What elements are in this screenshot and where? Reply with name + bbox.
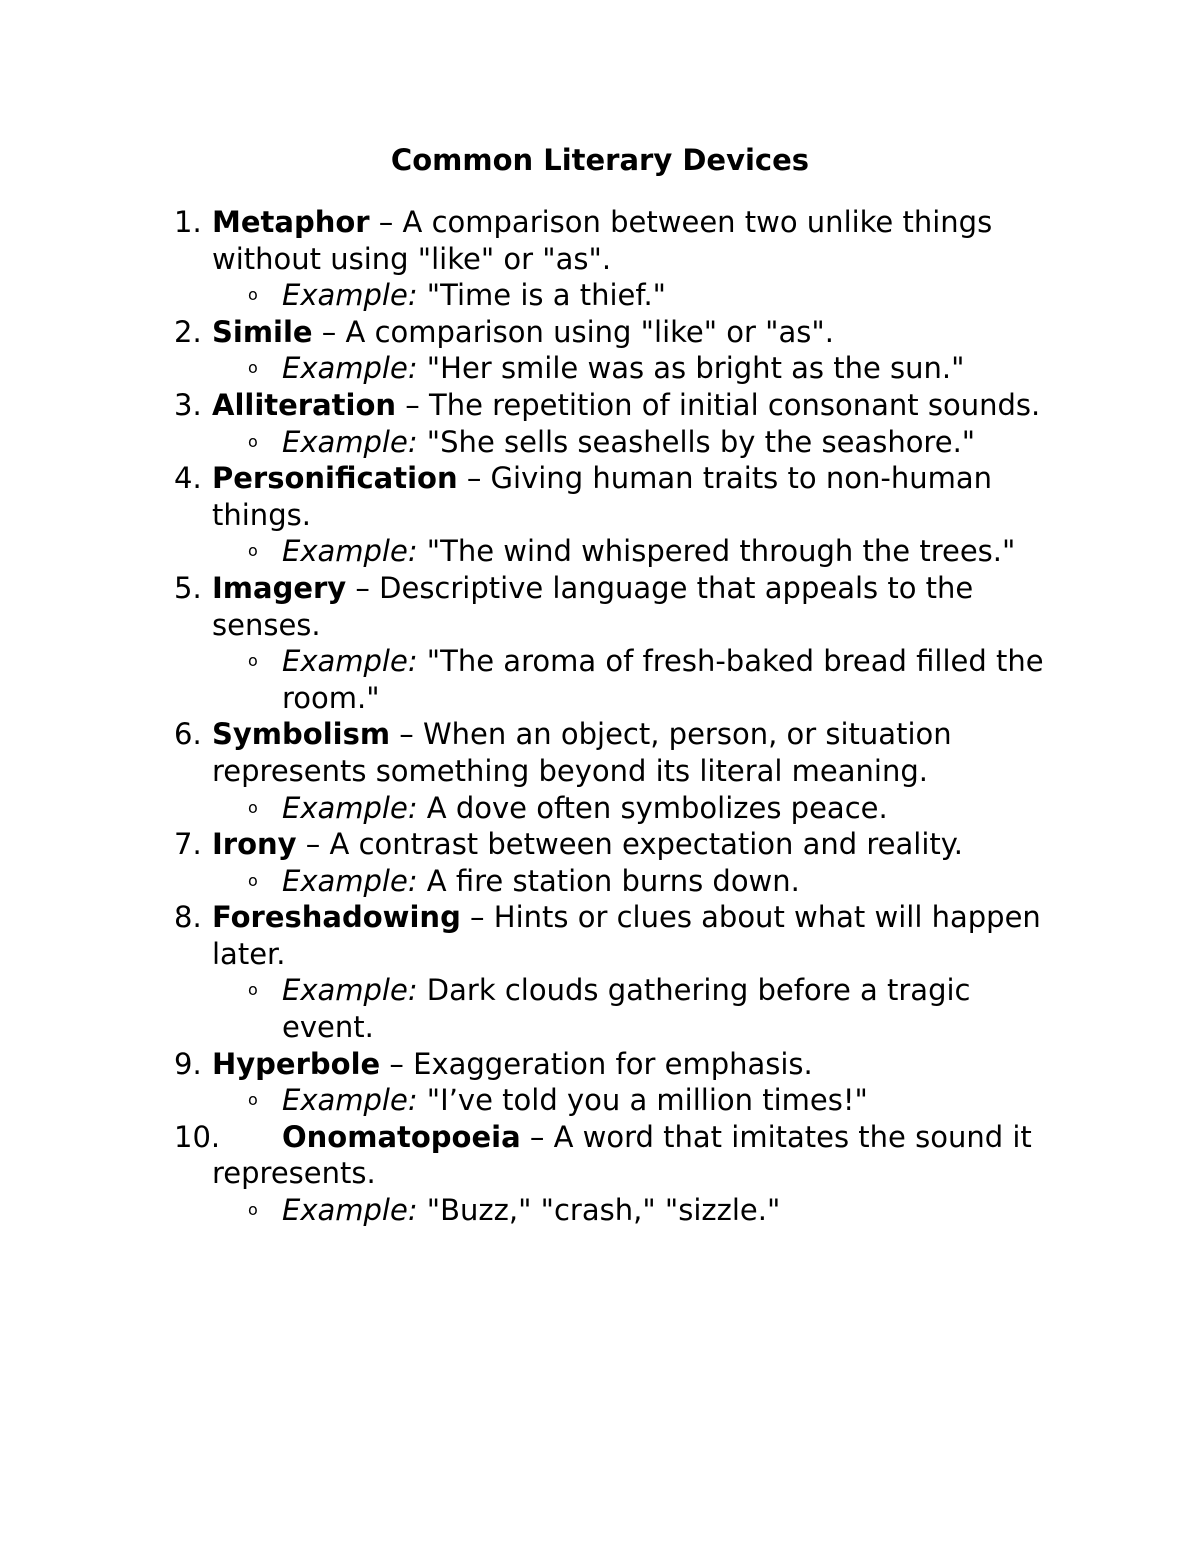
list-item-metaphor bbox=[0, 204, 1072, 277]
list-item-irony bbox=[0, 826, 1072, 863]
circle-bullet-icon: o bbox=[248, 541, 258, 561]
example-label: Example: bbox=[282, 973, 418, 1008]
item-number: 6. bbox=[174, 717, 202, 752]
device-term: Onomatopoeia bbox=[282, 1119, 521, 1154]
example-text: "I’ve told you a million times!" bbox=[417, 1083, 868, 1118]
example-label: Example: bbox=[282, 424, 418, 459]
list-item-alliteration bbox=[0, 387, 1072, 424]
item-number: 5. bbox=[174, 570, 202, 605]
device-term: Irony bbox=[212, 827, 297, 862]
device-definition: – A comparison using "like" or "as". bbox=[312, 314, 834, 349]
item-number: 4. bbox=[174, 461, 202, 496]
device-definition: – A contrast between expectation and reality. bbox=[296, 827, 964, 862]
device-term: Alliteration bbox=[212, 387, 397, 422]
example-item bbox=[0, 1192, 1062, 1229]
example-item bbox=[0, 350, 1062, 387]
circle-bullet-icon: o bbox=[248, 870, 258, 890]
circle-bullet-icon: o bbox=[248, 980, 258, 1000]
device-term: Simile bbox=[212, 314, 313, 349]
example-item bbox=[0, 643, 1062, 716]
page-title: Common Literary Devices bbox=[390, 143, 810, 177]
item-number: 10. bbox=[174, 1119, 221, 1154]
example-text: "Time is a thief." bbox=[417, 278, 667, 313]
device-definition: – Hints or clues about what will happen later. bbox=[212, 900, 1041, 971]
device-term: Symbolism bbox=[212, 717, 391, 752]
example-item bbox=[0, 533, 1062, 570]
example-label: Example: bbox=[282, 278, 418, 313]
item-number: 7. bbox=[174, 827, 202, 862]
device-term: Foreshadowing bbox=[212, 900, 461, 935]
example-item bbox=[0, 972, 1062, 1045]
circle-bullet-icon: o bbox=[248, 651, 258, 671]
device-definition: – The repetition of initial consonant sounds. bbox=[396, 387, 1041, 422]
circle-bullet-icon: o bbox=[248, 797, 258, 817]
example-label: Example: bbox=[282, 534, 418, 569]
example-label: Example: bbox=[282, 351, 418, 386]
example-item bbox=[0, 277, 1062, 314]
example-label: Example: bbox=[282, 790, 418, 825]
example-text: "Buzz," "crash," "sizzle." bbox=[417, 1193, 781, 1228]
example-text: "The wind whispered through the trees." bbox=[417, 534, 1016, 569]
example-text: "She sells seashells by the seashore." bbox=[417, 424, 976, 459]
list-item-simile bbox=[0, 314, 1072, 351]
example-item bbox=[0, 424, 1062, 461]
device-term: Hyperbole bbox=[212, 1046, 381, 1081]
example-text: A dove often symbolizes peace. bbox=[417, 790, 888, 825]
circle-bullet-icon: o bbox=[248, 358, 258, 378]
device-term: Metaphor bbox=[212, 205, 370, 239]
circle-bullet-icon: o bbox=[248, 431, 258, 451]
device-definition: – A comparison between two unlike things without using "like" or "as". bbox=[212, 205, 993, 276]
device-term: Personification bbox=[212, 461, 458, 496]
item-number: 3. bbox=[174, 387, 202, 422]
item-number: 2. bbox=[174, 314, 202, 349]
example-text: A fire station burns down. bbox=[417, 863, 800, 898]
circle-bullet-icon: o bbox=[248, 1090, 258, 1110]
example-item bbox=[0, 790, 1062, 827]
example-item bbox=[0, 1082, 1062, 1119]
circle-bullet-icon: o bbox=[248, 1200, 258, 1220]
list-item-onomatopoeia bbox=[0, 1119, 1072, 1192]
list-item-hyperbole bbox=[0, 1046, 1072, 1083]
device-definition: – Exaggeration for emphasis. bbox=[380, 1046, 813, 1081]
circle-bullet-icon: o bbox=[248, 285, 258, 305]
example-text: Dark clouds gathering before a tragic event. bbox=[282, 973, 971, 1045]
device-definition: – When an object, person, or situation represents something beyond its literal meaning. bbox=[212, 717, 952, 788]
item-number: 1. bbox=[174, 205, 202, 239]
list-item-symbolism bbox=[0, 716, 1072, 789]
item-number: 8. bbox=[174, 900, 202, 935]
example-text: "The aroma of fresh-baked bread filled the room." bbox=[282, 644, 1044, 715]
example-label: Example: bbox=[282, 863, 418, 898]
list-item-personification bbox=[0, 460, 1072, 533]
example-label: Example: bbox=[282, 1193, 418, 1228]
example-label: Example: bbox=[282, 644, 418, 679]
example-label: Example: bbox=[282, 1083, 418, 1118]
example-item bbox=[0, 863, 1062, 900]
device-definition: – Descriptive language that appeals to the senses. bbox=[212, 570, 974, 642]
list-item-foreshadowing bbox=[0, 899, 1072, 972]
device-term: Imagery bbox=[212, 570, 347, 605]
device-definition: – A word that imitates the sound it represents. bbox=[212, 1119, 1032, 1191]
device-list bbox=[0, 204, 1200, 1229]
list-item-imagery bbox=[0, 570, 1072, 643]
example-text: "Her smile was as bright as the sun." bbox=[417, 351, 965, 386]
device-definition: – Giving human traits to non-human things. bbox=[212, 461, 992, 532]
item-number: 9. bbox=[174, 1046, 202, 1081]
